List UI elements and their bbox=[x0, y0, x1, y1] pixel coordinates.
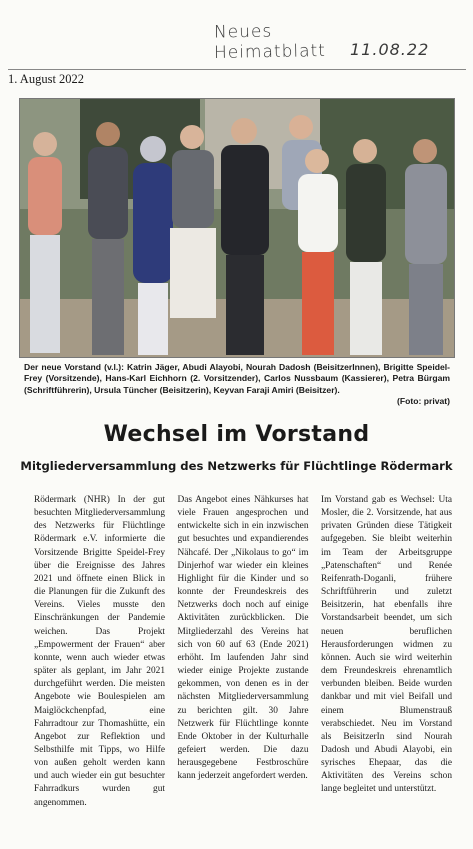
group-photo-illustration bbox=[20, 99, 454, 357]
caption-lead: Der neue Vorstand (v.l.): bbox=[24, 362, 124, 372]
article-column-1 bbox=[34, 494, 165, 834]
article-column-1-text: Rödermark (NHR) In der gut besuchten Mitgliederversammlung des Netzwerks für Flüchtlinge Rödermark e.V. informierte die Vorsitzende Brigitte Speidel-Frey über die Ereignisse des Jahres 2021 und öffnete einen Blick in die Planungen für die Zukunft des Vereins. Vieles musste den Einschränkungen der Pandemie weichen. Das Projekt „Empowerment der Frauen“ aber konnte, wenn auch wieder etwas später als geplant, im Jahr 2021 durchgeführt werden. Die meisten Angebote wie Boulespielen am Maiglöckchenpfad, eine Fahrradtour zur Thomashütte, ein Angebot zur Reflektion und Selbsthilfe mit Tipps, wo Hilfe von außen geholt werden kann und auch wieder ein gut besuchter Fahrradkurs wurden gut angenommen. bbox=[34, 495, 165, 808]
photo-credit: (Foto: privat) bbox=[397, 395, 450, 406]
handwritten-source-line1: Neues bbox=[213, 21, 273, 43]
article-column-3-text: Im Vorstand gab es Wechsel: Uta Mosler, die 2. Vorsitzende, hat aus privaten Gründen diese Tätigkeit aufgegeben. Sie bleibt weiterhin im Team der Arbeitsgruppe „Patenschaften“ und Renée Reifenrath-Doganli, frühere Schriftführerin und zuletzt Beisitzerin, hat ebenfalls ihre Vorstandsarbeit beendet, um sich neuen beruflichen Herausforderungen widmen zu können. Auch sie wird weiterhin dem Freundeskreis ehrenamtlich verbunden bleiben. Beide wurden dankbar und mit viel Beifall und einem Blumenstrauß verabschiedet. Neu im Vorstand als BeisitzerIn sind Nourah Dadosh und Abudi Alayobi, ein syrisches Ehepaar, das die Aktivitäten des Vereins schon lange begleitet und unterstützt. bbox=[321, 495, 452, 795]
handwritten-date: 11.08.22 bbox=[350, 40, 430, 59]
photo-caption bbox=[24, 362, 450, 407]
article-column-2 bbox=[178, 494, 309, 834]
issue-date: 1. August 2022 bbox=[8, 69, 466, 87]
article-body bbox=[34, 494, 452, 834]
group-photo bbox=[19, 98, 455, 358]
caption-text: Katrin Jäger, Abudi Alayobi, Nourah Dadosh (BeisitzerInnen), Brigitte Speidel-Frey (Vorsitzende), Hans-Karl Eichhorn (2. Vorsitzender), Carlos Nussbaum (Kassierer), Petra Bürgam (Schriftführerin), Ursula Tüncher (Beisitzerin), Keyvan Faraji Amiri (Beisitzer). bbox=[24, 362, 451, 395]
article-subheadline: Mitgliederversammlung des Netzwerks für Flüchtlinge Rödermark bbox=[20, 459, 453, 473]
handwritten-source-line2: Heimatblatt bbox=[213, 41, 327, 63]
article-headline: Wechsel im Vorstand bbox=[103, 422, 370, 447]
article-column-3 bbox=[321, 494, 452, 834]
article-column-2-text: Das Angebot eines Nähkurses hat viele Frauen angesprochen und entwickelte sich in ein inzwischen gut besuchtes und expandierendes Nähcafé. Der „Nikolaus to go“ im Dinjerhof war wieder ein kleines Highlight für die Kinder und so konnte der Freundeskreis des Netzwerks doch noch auf einige Aktivitäten zurückblicken. Die Mitgliederzahl des Vereins hat sich von 60 auf 63 (Ende 2021) erhöht. Im laufenden Jahr sind wieder einige Projekte zustande gekommen, von denen es in der nächsten Mitgliederversammlung zu berichten gilt. 30 Jahre Netzwerk für Flüchtlinge konnte Ende Oktober in der Kulturhalle gefeiert werden. Die dazu herausgegebene Festbroschüre kann jederzeit angefordert werden. bbox=[177, 495, 309, 782]
